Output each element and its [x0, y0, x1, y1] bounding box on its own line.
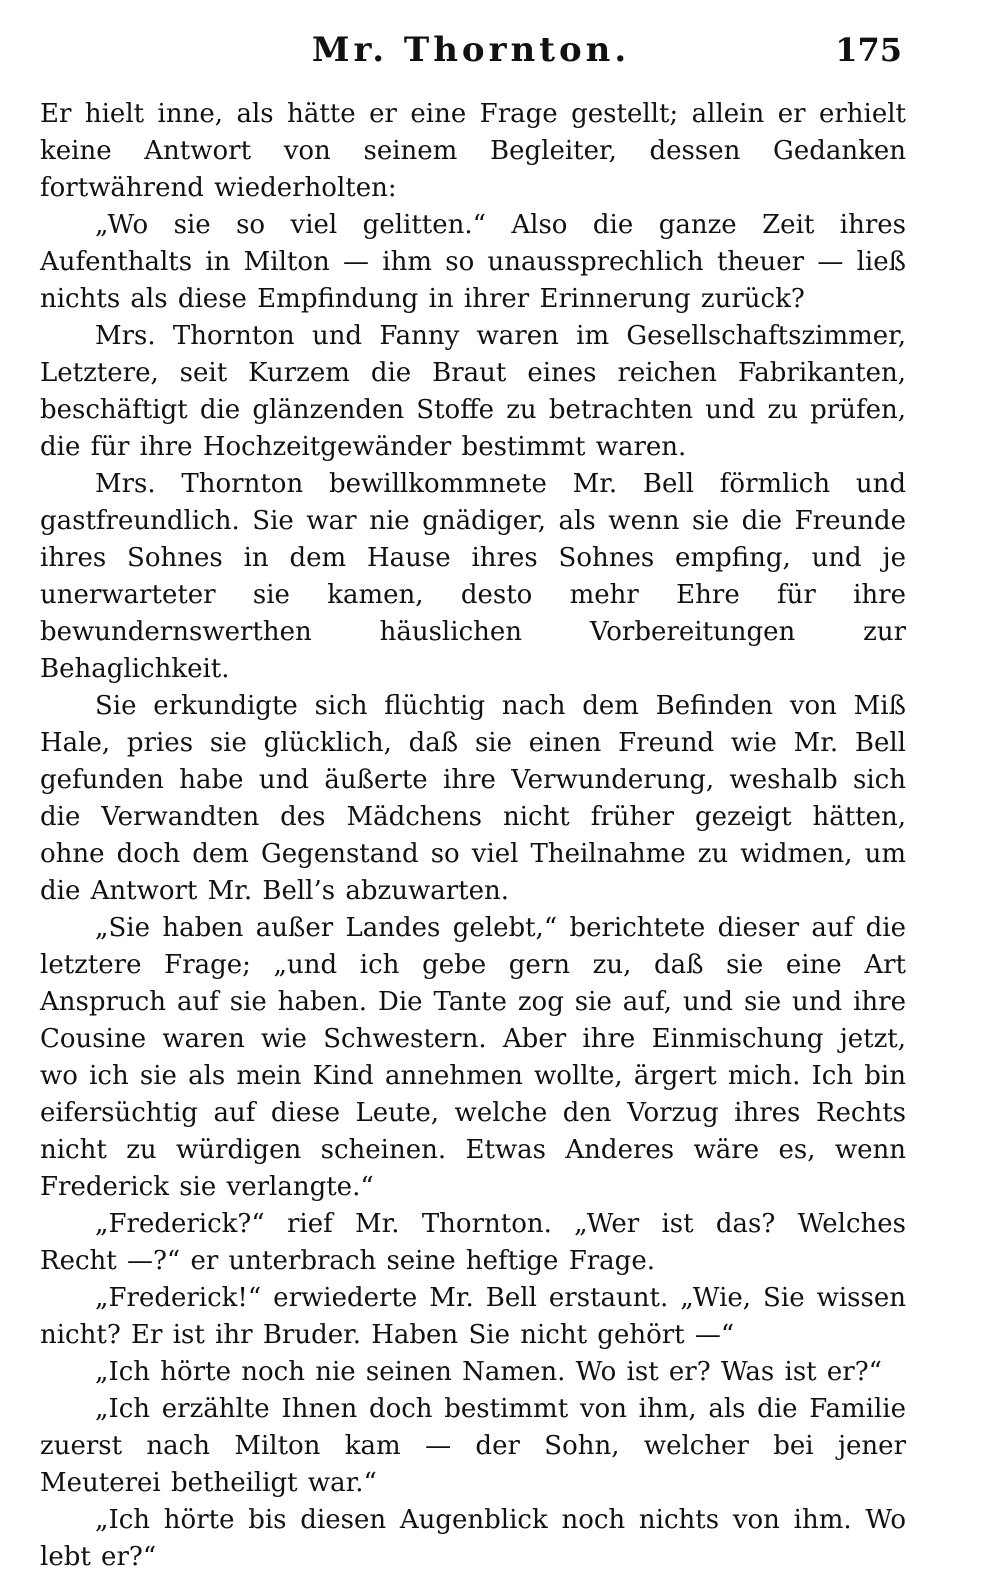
paragraph: Mrs. Thornton bewillkommnete Mr. Bell förmlich und gastfreundlich. Sie war nie gnädiger, als wenn sie die Freunde ihres Sohnes in dem Hause ihres Sohnes empfing, und je unerwarteter sie kamen, desto mehr Ehre für ihre bewundernswerthen häuslichen Vorbereitungen zur Behaglichkeit. — [40, 469, 906, 684]
paragraph: „Ich erzählte Ihnen doch bestimmt von ihm, als die Familie zuerst nach Milton kam — der Sohn, welcher bei jener Meuterei betheiligt war.“ — [40, 1394, 906, 1498]
paragraph: „Ich hörte bis diesen Augenblick noch nichts von ihm. Wo lebt er?“ — [40, 1505, 906, 1572]
page-number: 175 — [835, 31, 902, 69]
paragraph: Er hielt inne, als hätte er eine Frage gestellt; allein er erhielt keine Antwort von seinem Begleiter, dessen Gedanken fortwährend wiederholten: — [40, 99, 906, 203]
paragraph: Mrs. Thornton und Fanny waren im Gesellschaftszimmer, Letztere, seit Kurzem die Braut eines reichen Fabrikanten, beschäftigt die glänzenden Stoffe zu betrachten und zu prüfen, die für ihre Hochzeitgewänder bestimmt waren. — [40, 321, 906, 462]
paragraph: „Wo sie so viel gelitten.“ Also die ganze Zeit ihres Aufenthalts in Milton — ihm so unaussprechlich theuer — ließ nichts als diese Empfindung in ihrer Erinnerung zurück? — [40, 210, 906, 314]
running-head-title: Mr. Thornton. — [311, 30, 631, 70]
body-text — [40, 96, 906, 1572]
running-head — [40, 28, 902, 76]
paragraph: „Frederick?“ rief Mr. Thornton. „Wer ist das? Welches Recht —?“ er unterbrach seine heftige Frage. — [40, 1209, 906, 1276]
paragraph: „Ich hörte noch nie seinen Namen. Wo ist er? Was ist er?“ — [95, 1357, 882, 1387]
paragraph: Sie erkundigte sich flüchtig nach dem Befinden von Miß Hale, pries sie glücklich, daß sie einen Freund wie Mr. Bell gefunden habe und äußerte ihre Verwunderung, weshalb sich die Verwandten des Mädchens nicht früher gezeigt hätten, ohne doch dem Gegenstand so viel Theilnahme zu widmen, um die Antwort Mr. Bell’s abzuwarten. — [40, 691, 906, 906]
paragraph: „Frederick!“ erwiederte Mr. Bell erstaunt. „Wie, Sie wissen nicht? Er ist ihr Bruder. Haben Sie nicht gehört —“ — [40, 1283, 906, 1350]
paragraph: „Sie haben außer Landes gelebt,“ berichtete dieser auf die letztere Frage; „und ich gebe gern zu, daß sie eine Art Anspruch auf sie haben. Die Tante zog sie auf, und sie und ihre Cousine waren wie Schwestern. Aber ihre Einmischung jetzt, wo ich sie als mein Kind annehmen wollte, ärgert mich. Ich bin eifersüchtig auf diese Leute, welche den Vorzug ihres Rechts nicht zu würdigen scheinen. Etwas Anderes wäre es, wenn Frederick sie verlangte.“ — [40, 913, 906, 1202]
